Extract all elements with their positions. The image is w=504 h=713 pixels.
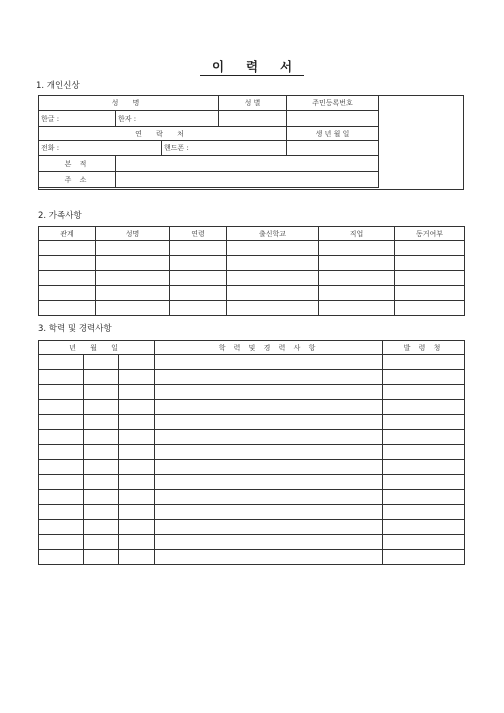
day-cell[interactable] — [119, 415, 155, 430]
family-col-header: 동거여부 — [395, 227, 465, 241]
family-cell[interactable] — [39, 271, 96, 286]
issuer-cell[interactable] — [383, 355, 465, 370]
day-cell[interactable] — [119, 505, 155, 520]
day-cell[interactable] — [119, 550, 155, 565]
year-cell[interactable] — [39, 535, 84, 550]
career-detail-cell[interactable] — [155, 505, 383, 520]
family-cell[interactable] — [319, 286, 395, 301]
career-detail-cell[interactable] — [155, 400, 383, 415]
family-cell[interactable] — [96, 301, 170, 316]
title-char: 이 — [211, 59, 225, 74]
career-row — [39, 460, 465, 475]
day-cell[interactable] — [119, 355, 155, 370]
career-row — [39, 430, 465, 445]
family-cell[interactable] — [319, 241, 395, 256]
family-cell[interactable] — [96, 286, 170, 301]
month-cell[interactable] — [84, 370, 119, 385]
date-header: 년 월 일 — [39, 341, 155, 355]
career-detail-cell[interactable] — [155, 460, 383, 475]
month-cell[interactable] — [84, 550, 119, 565]
career-detail-cell[interactable] — [155, 520, 383, 535]
month-cell[interactable] — [84, 505, 119, 520]
career-table — [38, 340, 465, 565]
year-cell[interactable] — [39, 505, 84, 520]
family-row — [39, 286, 465, 301]
year-cell[interactable] — [39, 355, 84, 370]
issuer-header: 발 령 청 — [383, 341, 465, 355]
issuer-cell[interactable] — [383, 550, 465, 565]
issuer-cell[interactable] — [383, 385, 465, 400]
family-col-header: 연령 — [170, 227, 227, 241]
issuer-cell[interactable] — [383, 460, 465, 475]
id-number-header: 주민등록번호 — [287, 96, 379, 111]
month-cell[interactable] — [84, 475, 119, 490]
month-cell[interactable] — [84, 535, 119, 550]
day-cell[interactable] — [119, 370, 155, 385]
year-cell[interactable] — [39, 430, 84, 445]
family-cell[interactable] — [319, 271, 395, 286]
birthdate-header: 생 년 월 일 — [287, 127, 379, 141]
career-detail-header: 학 력 및 경 력 사 항 — [155, 341, 383, 355]
day-cell[interactable] — [119, 445, 155, 460]
family-row — [39, 256, 465, 271]
family-cell[interactable] — [96, 271, 170, 286]
month-cell[interactable] — [84, 385, 119, 400]
year-cell[interactable] — [39, 520, 84, 535]
month-cell[interactable] — [84, 460, 119, 475]
issuer-cell[interactable] — [383, 430, 465, 445]
career-row — [39, 385, 465, 400]
career-row — [39, 520, 465, 535]
career-row — [39, 445, 465, 460]
family-col-header: 출신학교 — [227, 227, 319, 241]
career-detail-cell[interactable] — [155, 355, 383, 370]
career-detail-cell[interactable] — [155, 430, 383, 445]
month-cell[interactable] — [84, 400, 119, 415]
family-cell[interactable] — [96, 256, 170, 271]
career-row — [39, 370, 465, 385]
document-title — [0, 57, 504, 75]
family-row — [39, 241, 465, 256]
hanja-name-field[interactable]: 한자 : — [116, 111, 219, 127]
name-header: 성 명 — [39, 96, 219, 111]
year-cell[interactable] — [39, 370, 84, 385]
address-field[interactable] — [116, 172, 379, 188]
career-detail-cell[interactable] — [155, 550, 383, 565]
year-cell[interactable] — [39, 400, 84, 415]
month-cell[interactable] — [84, 415, 119, 430]
family-cell[interactable] — [227, 301, 319, 316]
career-row — [39, 355, 465, 370]
family-cell[interactable] — [227, 286, 319, 301]
gender-field[interactable] — [219, 111, 287, 127]
personal-info-table — [38, 95, 379, 188]
issuer-cell[interactable] — [383, 520, 465, 535]
career-row — [39, 400, 465, 415]
gender-header: 성 별 — [219, 96, 287, 111]
year-cell[interactable] — [39, 550, 84, 565]
career-detail-cell[interactable] — [155, 415, 383, 430]
title-char: 력 — [245, 59, 259, 74]
phone-field[interactable]: 전화 : — [39, 141, 162, 156]
family-cell[interactable] — [170, 271, 227, 286]
year-cell[interactable] — [39, 460, 84, 475]
family-cell[interactable] — [227, 271, 319, 286]
month-cell[interactable] — [84, 430, 119, 445]
mobile-field[interactable]: 핸드폰 : — [162, 141, 287, 156]
day-cell[interactable] — [119, 535, 155, 550]
family-row — [39, 301, 465, 316]
day-cell[interactable] — [119, 460, 155, 475]
family-cell[interactable] — [170, 241, 227, 256]
family-cell[interactable] — [39, 256, 96, 271]
family-cell[interactable] — [170, 286, 227, 301]
title-char: 서 — [279, 59, 293, 74]
career-row — [39, 505, 465, 520]
family-col-header: 관계 — [39, 227, 96, 241]
family-cell[interactable] — [39, 286, 96, 301]
family-table — [38, 226, 465, 316]
day-cell[interactable] — [119, 400, 155, 415]
day-cell[interactable] — [119, 520, 155, 535]
family-header-row — [39, 227, 465, 241]
birthdate-field[interactable] — [287, 141, 379, 156]
career-detail-cell[interactable] — [155, 385, 383, 400]
career-detail-cell[interactable] — [155, 490, 383, 505]
family-cell[interactable] — [319, 301, 395, 316]
family-cell[interactable] — [395, 271, 465, 286]
career-detail-cell[interactable] — [155, 475, 383, 490]
year-cell[interactable] — [39, 385, 84, 400]
issuer-cell[interactable] — [383, 415, 465, 430]
section-heading-personal: 1. 개인신상 — [36, 81, 80, 91]
issuer-cell[interactable] — [383, 400, 465, 415]
issuer-cell[interactable] — [383, 535, 465, 550]
career-header-row — [39, 341, 465, 355]
day-cell[interactable] — [119, 385, 155, 400]
year-cell[interactable] — [39, 445, 84, 460]
month-cell[interactable] — [84, 445, 119, 460]
career-detail-cell[interactable] — [155, 445, 383, 460]
career-detail-cell[interactable] — [155, 370, 383, 385]
career-detail-cell[interactable] — [155, 535, 383, 550]
family-cell[interactable] — [395, 301, 465, 316]
section-heading-career: 3. 학력 및 경력사항 — [38, 324, 112, 334]
issuer-cell[interactable] — [383, 490, 465, 505]
family-cell[interactable] — [96, 241, 170, 256]
photo-box — [377, 95, 464, 190]
month-cell[interactable] — [84, 490, 119, 505]
family-cell[interactable] — [170, 301, 227, 316]
family-cell[interactable] — [39, 241, 96, 256]
family-cell[interactable] — [39, 301, 96, 316]
career-row — [39, 415, 465, 430]
contact-header: 연 락 처 — [39, 127, 287, 141]
issuer-cell[interactable] — [383, 445, 465, 460]
hangul-name-field[interactable]: 한글 : — [39, 111, 116, 127]
issuer-cell[interactable] — [383, 505, 465, 520]
year-cell[interactable] — [39, 475, 84, 490]
family-cell[interactable] — [395, 286, 465, 301]
origin-label: 본 적 — [39, 156, 116, 172]
month-cell[interactable] — [84, 520, 119, 535]
family-col-header: 직업 — [319, 227, 395, 241]
section-heading-family: 2. 가족사항 — [38, 211, 82, 221]
career-row — [39, 535, 465, 550]
month-cell[interactable] — [84, 355, 119, 370]
career-row — [39, 490, 465, 505]
issuer-cell[interactable] — [383, 370, 465, 385]
career-row — [39, 475, 465, 490]
family-cell[interactable] — [319, 256, 395, 271]
family-cell[interactable] — [170, 256, 227, 271]
id-number-field[interactable] — [287, 111, 379, 127]
origin-field[interactable] — [116, 156, 379, 172]
address-label: 주 소 — [39, 172, 116, 188]
family-cell[interactable] — [395, 241, 465, 256]
year-cell[interactable] — [39, 415, 84, 430]
day-cell[interactable] — [119, 475, 155, 490]
career-row — [39, 550, 465, 565]
family-cell[interactable] — [227, 241, 319, 256]
day-cell[interactable] — [119, 490, 155, 505]
day-cell[interactable] — [119, 430, 155, 445]
family-cell[interactable] — [227, 256, 319, 271]
family-col-header: 성명 — [96, 227, 170, 241]
year-cell[interactable] — [39, 490, 84, 505]
family-cell[interactable] — [395, 256, 465, 271]
family-row — [39, 271, 465, 286]
issuer-cell[interactable] — [383, 475, 465, 490]
